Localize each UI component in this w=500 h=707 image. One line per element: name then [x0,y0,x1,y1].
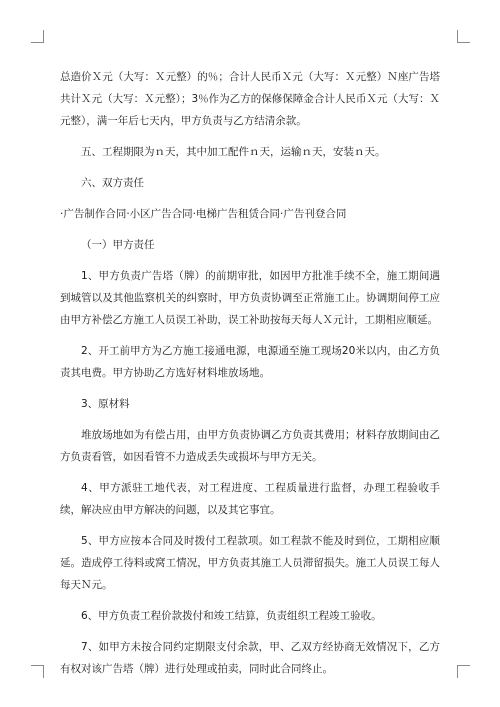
section-heading-responsibilities: 六、双方责任 [81,177,144,189]
paragraph-clause-4: 4、甲方派驻工地代表，对工程进度、工程质量进行监督，办理工程验收手续，解决应由甲方解决的问题，以及其它事宜。 [60,482,440,516]
paragraph-clause-3-heading: 3、原材料 [81,398,130,410]
paragraph-clause-6: 6、甲方负责工程价款拨付和竣工结算，负责组织工程竣工验收。 [81,610,382,622]
subsection-heading-party-a: （一）甲方责任 [81,239,155,251]
related-contracts-links: ·广告制作合同·小区广告合同·电梯广告租赁合同·广告刊登合同 [60,208,347,220]
page-corner-mark-bottom-left [31,665,44,678]
document-body [60,66,440,680]
paragraph-clause-5: 5、甲方应按本合同及时拨付工程款项。如工程款不能及时到位，工期相应顺延。造成停工待料或窝工情况，甲方负责其施工人员滞留损失。施工人员误工每人每天Ｎ元。 [60,535,440,591]
paragraph-clause-7: 7、如甲方未按合同约定期限支付余款，甲、乙双方经协商无效情况下，乙方有权对该广告塔（牌）进行处理或拍卖，同时此合同终止。 [60,641,440,675]
page-corner-mark-top-left [31,30,44,43]
paragraph-construction-period: 五、工程期限为ｎ天，其中加工配件ｎ天，运输ｎ天，安装ｎ天。 [81,146,386,158]
paragraph-payment-terms: 总造价Ｘ元（大写：Ｘ元整）的％；合计人民币Ｘ元（大写：Ｘ元整）Ｎ座广告塔共计Ｘ元（大写：Ｘ元整）；3％作为乙方的保修保障金合计人民币Ｘ元（大写：Ｘ元整），满一年后七天内，甲方负责与乙方结清余款。 [60,71,440,127]
paragraph-clause-2: 2、开工前甲方为乙方施工接通电源，电源通至施工现场20米以内，由乙方负责其电费。甲方协助乙方选好材料堆放场地。 [60,345,440,379]
paragraph-clause-3-body: 堆放场地如为有偿占用，由甲方负责协调乙方负责其费用；材料存放期间由乙方负责看管，如因看管不力造成丢失或损坏与甲方无关。 [60,429,440,463]
page-corner-mark-top-right [457,30,470,43]
paragraph-clause-1: 1、甲方负责广告塔（牌）的前期审批，如因甲方批准手续不全，施工期间遇到城管以及其他监察机关的纠察时，甲方负责协调至正常施工止。协调期间停工应由甲方补偿乙方施工人员误工补助，误工补助按每天每人Ｘ元计，工期相应顺延。 [60,270,440,326]
page-corner-mark-bottom-right [457,665,470,678]
